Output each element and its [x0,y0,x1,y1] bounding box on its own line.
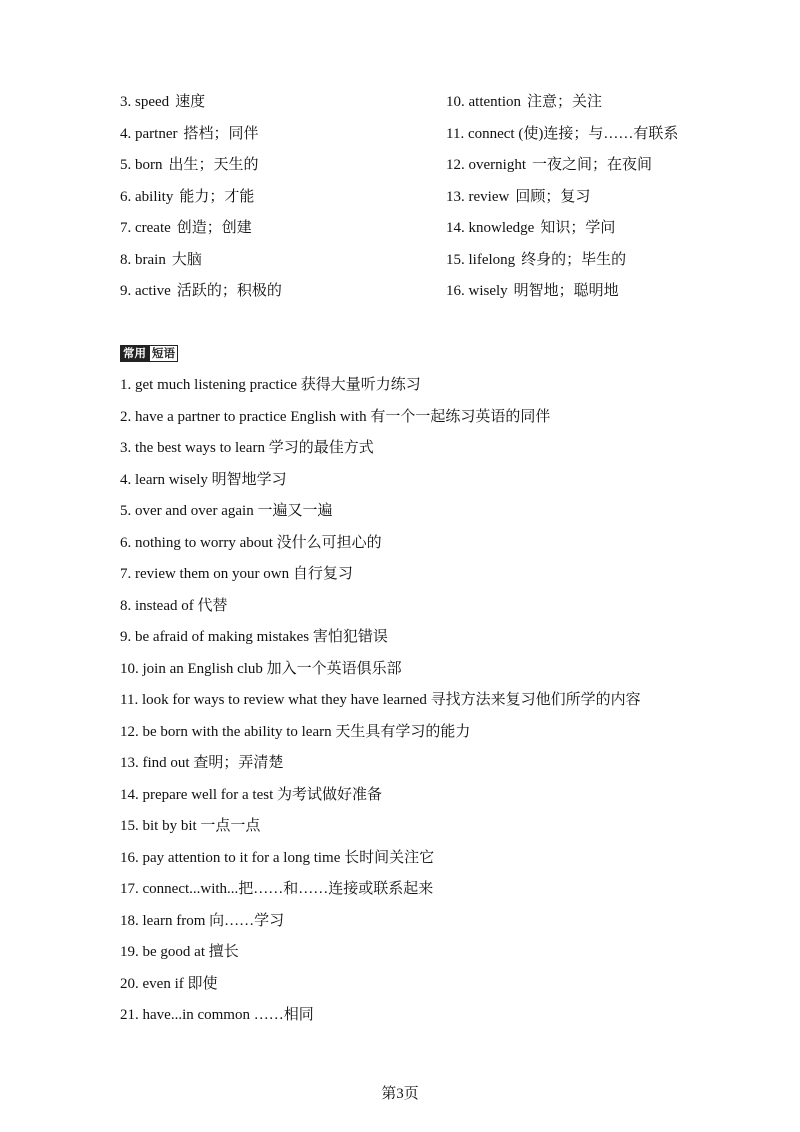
vocab-zh: 创造；创建 [176,220,252,236]
vocab-zh: 大脑 [171,251,202,268]
phrase-item: 2. have a partner to practice English with 有一个一起练习英语的同伴 [120,408,551,425]
vocab-item [446,277,720,309]
vocab-zh: 活跃的；积极的 [176,283,282,299]
vocabulary-list [120,88,720,309]
vocab-en: 6. ability [120,188,174,205]
vocab-en: 10. attention [446,94,521,110]
phrase-list [120,370,740,1032]
section-tag-common: 常用 [120,345,149,362]
phrase-item: 21. have...in common ……相同 [120,1007,314,1023]
vocab-item [446,246,720,278]
phrase-item: 15. bit by bit 一点一点 [120,818,261,834]
vocab-item [120,151,446,183]
vocab-zh: 一夜之间；在夜间 [532,157,653,173]
vocab-item [446,183,720,215]
section-header-phrases [120,345,178,362]
phrase-item: 14. prepare well for a test 为考试做好准备 [120,786,383,803]
vocab-item [120,214,446,246]
phrase-item: 10. join an English club 加入一个英语俱乐部 [120,660,402,677]
vocab-en: 4. partner [120,125,178,142]
vocab-item [120,120,446,152]
vocab-zh: 连接；与……有联系 [543,125,679,142]
vocab-en: 7. create [120,220,171,236]
phrase-item: 16. pay attention to it for a long time 长时间关注它 [120,849,435,866]
vocab-item [120,88,446,120]
vocab-zh: 能力；才能 [179,188,255,205]
vocab-en: 11. connect (使) [446,125,544,142]
vocab-zh: 回顾；复习 [515,188,591,205]
vocab-en: 12. overnight [446,157,526,173]
phrase-item: 4. learn wisely 明智地学习 [120,471,287,488]
vocab-item [446,88,720,120]
phrase-item: 3. the best ways to learn 学习的最佳方式 [120,440,374,456]
vocab-en: 14. knowledge [446,220,535,236]
vocab-item [446,214,720,246]
vocab-item [120,277,446,309]
vocab-zh: 速度 [175,94,206,110]
phrase-item: 6. nothing to worry about 没什么可担心的 [120,534,382,551]
vocab-item [120,246,446,278]
phrase-item: 18. learn from 向……学习 [120,912,285,929]
vocab-zh: 终身的；毕生的 [521,251,627,268]
vocab-zh: 明智地；聪明地 [513,283,619,299]
phrase-item: 20. even if 即使 [120,975,218,992]
phrase-item: 19. be good at 擅长 [120,944,239,960]
vocab-en: 9. active [120,283,171,299]
phrase-item: 5. over and over again 一遍又一遍 [120,503,333,519]
vocab-en: 8. brain [120,251,166,268]
vocab-en: 15. lifelong [446,251,516,268]
phrase-item: 7. review them on your own 自行复习 [120,566,353,582]
phrase-item: 1. get much listening practice 获得大量听力练习 [120,377,421,393]
phrase-item: 11. look for ways to review what they have learned 寻找方法来复习他们所学的内容 [120,692,641,708]
vocab-en: 3. speed [120,94,170,110]
vocab-zh: 知识；学问 [540,220,616,236]
vocab-en: 16. wisely [446,283,508,299]
vocab-item [446,151,720,183]
vocab-item [120,183,446,215]
phrase-item: 9. be afraid of making mistakes 害怕犯错误 [120,629,388,645]
phrase-item: 17. connect...with...把……和……连接或联系起来 [120,881,434,897]
vocab-zh: 注意；关注 [527,94,603,110]
vocab-item [446,120,720,152]
vocab-en: 13. review [446,188,510,205]
section-tag-phrases: 短语 [149,345,178,362]
phrase-item: 13. find out 查明；弄清楚 [120,755,284,771]
phrase-item: 8. instead of 代替 [120,597,228,614]
vocab-zh: 出生；天生的 [168,157,259,173]
page-number: 第3页 [381,1086,419,1102]
vocab-zh: 搭档；同伴 [183,125,259,142]
phrase-item: 12. be born with the ability to learn 天生具有学习的能力 [120,723,471,740]
vocab-en: 5. born [120,157,163,173]
